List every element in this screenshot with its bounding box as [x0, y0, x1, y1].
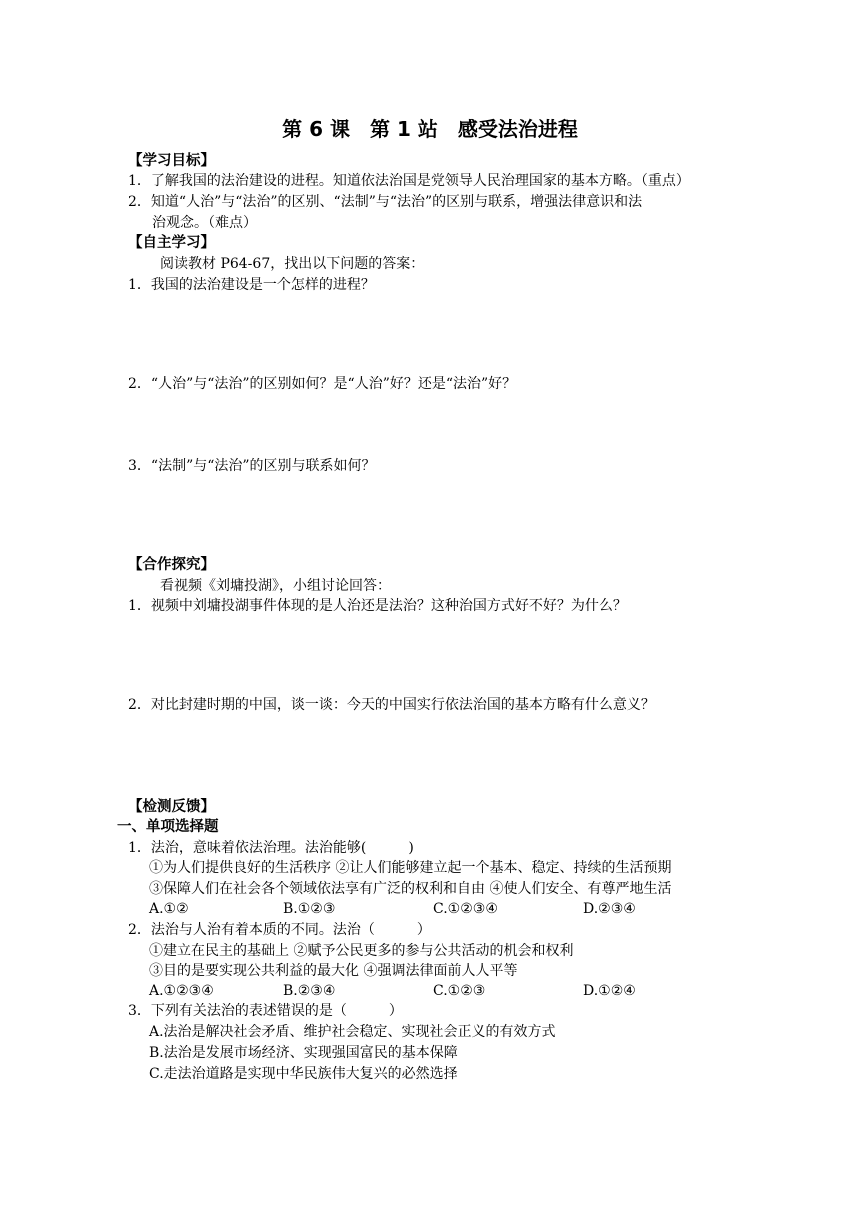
question-2-option-b: B.②③④: [283, 983, 336, 999]
objective-item-1: 1．了解我国的法治建设的进程。知道依法治国是党领导人民治理国家的基本方略。（重点）: [128, 173, 690, 189]
question-1-stem: 1．法治，意味着依法治理。法治能够( ): [128, 840, 414, 856]
question-2-option-d: D.①②④: [583, 983, 636, 999]
objectives-heading: 【学习目标】: [128, 153, 215, 169]
feedback-section-title: 一、单项选择题: [117, 819, 219, 835]
cooperation-question-2: 2．对比封建时期的中国，谈一谈：今天的中国实行依法治国的基本方略有什么意义？: [128, 697, 655, 713]
question-1-option-d: D.②③④: [583, 901, 636, 917]
cooperation-question-1: 1．视频中刘墉投湖事件体现的是人治还是法治？这种治国方式好不好？为什么？: [128, 598, 627, 614]
question-3-stem: 3．下列有关法治的表述错误的是（ ）: [128, 1003, 403, 1019]
self-study-heading: 【自主学习】: [128, 235, 215, 251]
objective-item-2: 2．知道“人治”与“法治”的区别、“法制”与“法治”的区别与联系，增强法律意识和法: [128, 194, 643, 210]
question-1-option-b: B.①②③: [283, 901, 336, 917]
question-1-option-c: C.①②③④: [433, 901, 498, 917]
question-2-statements-line-2: ③目的是要实现公共利益的最大化 ④强调法律面前人人平等: [149, 963, 518, 979]
question-2-option-c: C.①②③: [433, 983, 486, 999]
self-study-intro: 阅读教材 P64-67，找出以下问题的答案：: [160, 256, 425, 272]
feedback-heading: 【检测反馈】: [128, 799, 215, 815]
question-3-option-b: B.法治是发展市场经济、实现强国富民的基本保障: [149, 1045, 458, 1061]
question-1-statements-line-1: ①为人们提供良好的生活秩序 ②让人们能够建立起一个基本、稳定、持续的生活预期: [149, 860, 672, 876]
question-2-option-a: A.①②③④: [149, 983, 214, 999]
question-2-statements-line-1: ①建立在民主的基础上 ②赋予公民更多的参与公共活动的机会和权利: [149, 943, 574, 959]
self-study-question-1: 1．我国的法治建设是一个怎样的进程？: [128, 277, 375, 293]
cooperation-intro: 看视频《刘墉投湖》，小组讨论回答：: [160, 578, 391, 594]
cooperation-heading: 【合作探究】: [128, 557, 215, 573]
self-study-question-3: 3．“法制”与“法治”的区别与联系如何？: [128, 458, 376, 474]
question-3-option-a: A.法治是解决社会矛盾、维护社会稳定、实现社会正义的有效方式: [149, 1024, 556, 1040]
page-title: 第 6 课 第 1 站 感受法治进程: [282, 117, 578, 141]
question-3-option-c: C.走法治道路是实现中华民族伟大复兴的必然选择: [149, 1066, 458, 1082]
question-1-statements-line-2: ③保障人们在社会各个领域依法享有广泛的权利和自由 ④使人们安全、有尊严地生活: [149, 881, 672, 897]
question-2-stem: 2．法治与人治有着本质的不同。法治（ ）: [128, 922, 431, 938]
question-1-option-a: A.①②: [149, 901, 189, 917]
self-study-question-2: 2．“人治”与“法治”的区别如何？是“人治”好？还是“法治”好？: [128, 376, 517, 392]
objective-item-2-continued: 治观念。（难点）: [152, 215, 257, 231]
